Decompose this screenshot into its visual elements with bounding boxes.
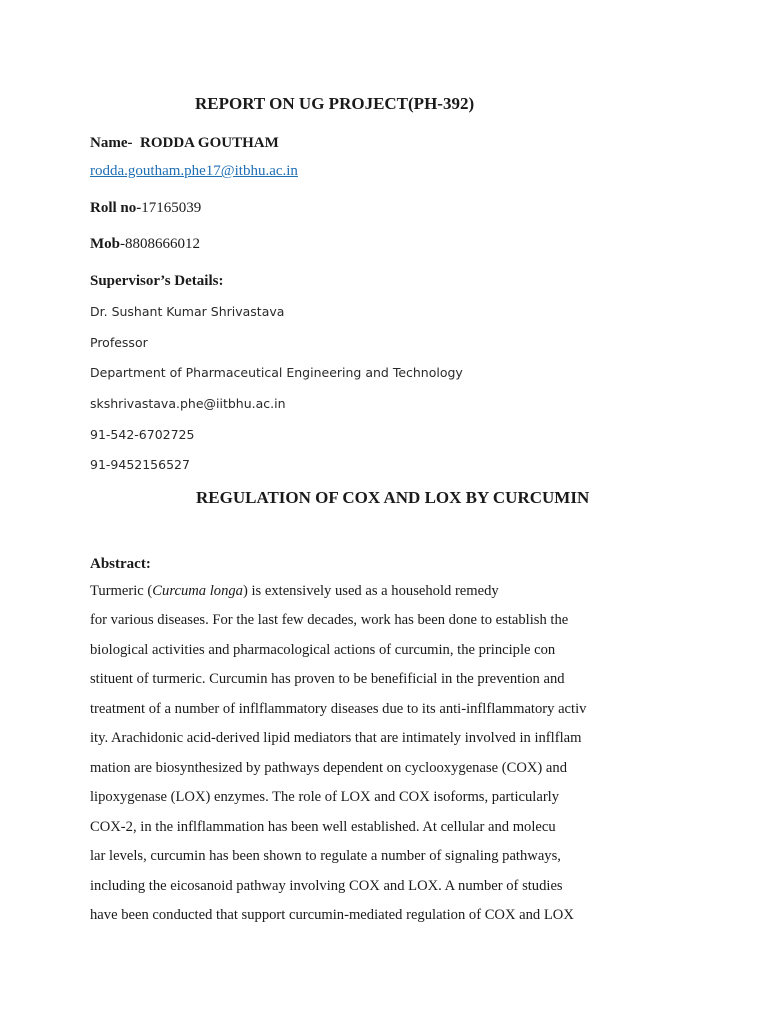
paper-title: REGULATION OF COX AND LOX BY CURCUMIN: [196, 488, 590, 507]
abstract-line: COX-2, in the inflflammation has been well established. At cellular and molecu: [90, 819, 556, 835]
roll-value: 17165039: [141, 200, 202, 216]
supervisor-email: skshrivastava.phe@iitbhu.ac.in: [90, 396, 286, 411]
abstract-heading: Abstract:: [90, 556, 151, 572]
supervisor-designation: Professor: [90, 335, 148, 350]
abstract-line: including the eicosanoid pathway involving COX and LOX. A number of studies: [90, 878, 563, 894]
abstract-line: biological activities and pharmacological actions of curcumin, the principle con: [90, 642, 556, 658]
abstract-line: lar levels, curcumin has been shown to regulate a number of signaling pathways,: [90, 848, 561, 864]
abstract-line: for various diseases. For the last few decades, work has been done to establish the: [90, 612, 569, 628]
abstract-line-1-pre: Turmeric (: [90, 583, 153, 599]
name-line: [90, 135, 279, 152]
abstract-line: lipoxygenase (LOX) enzymes. The role of LOX and COX isoforms, particularly: [90, 789, 560, 805]
mob-value: -8808666012: [120, 236, 200, 252]
mob-label: Mob: [90, 236, 120, 252]
roll-line: [90, 200, 201, 217]
abstract-line: ity. Arachidonic acid-derived lipid mediators that are intimately involved in inflflam: [90, 730, 582, 746]
abstract-line-1: [90, 583, 499, 600]
abstract-line: mation are biosynthesized by pathways dependent on cyclooxygenase (COX) and: [90, 760, 567, 776]
supervisor-heading: [90, 273, 223, 290]
abstract-line: stituent of turmeric. Curcumin has proven to be benefificial in the prevention and: [90, 671, 565, 687]
abstract-line: have been conducted that support curcumin-mediated regulation of COX and LOX: [90, 907, 574, 923]
name-label: Name-: [90, 135, 133, 151]
mob-line: [90, 236, 200, 253]
abstract-line: treatment of a number of inflflammatory diseases due to its anti-inflflammatory activ: [90, 701, 587, 717]
name-value: RODDA GOUTHAM: [139, 135, 279, 151]
supervisor-heading-text: Supervisor’s Details:: [90, 273, 224, 289]
supervisor-phone-1: 91-542-6702725: [90, 427, 195, 442]
roll-label: Roll no-: [90, 200, 142, 216]
report-title: REPORT ON UG PROJECT(PH-392): [195, 94, 475, 113]
student-email-link[interactable]: rodda.goutham.phe17@itbhu.ac.in: [90, 163, 298, 179]
species-name: Curcuma longa: [152, 583, 243, 599]
abstract-line-1-post: ) is extensively used as a household remedy: [242, 583, 499, 599]
supervisor-name: Dr. Sushant Kumar Shrivastava: [90, 304, 285, 319]
supervisor-department: Department of Pharmaceutical Engineering and Technology: [90, 365, 463, 380]
supervisor-phone-2: 91-9452156527: [90, 457, 190, 472]
